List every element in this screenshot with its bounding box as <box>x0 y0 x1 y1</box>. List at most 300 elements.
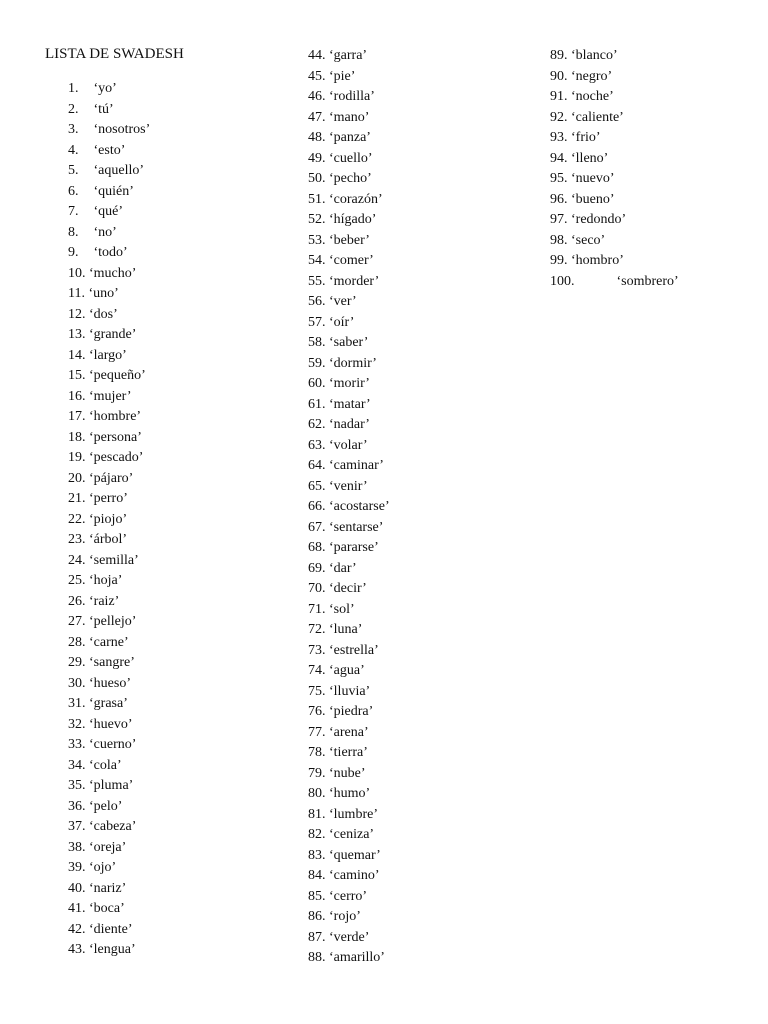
item-number: 54. <box>308 253 326 268</box>
item-word: ‘qué’ <box>93 204 124 219</box>
item-word: ‘luna’ <box>329 622 363 637</box>
item-word: ‘dos’ <box>89 306 118 322</box>
item-word: ‘corazón’ <box>329 191 383 207</box>
item-word: ‘noche’ <box>571 89 614 104</box>
list-item <box>308 723 390 744</box>
item-number: 22. <box>68 511 86 527</box>
item-number: 45. <box>308 68 326 84</box>
item-number: 43. <box>68 942 86 957</box>
item-word: ‘sangre’ <box>89 655 135 670</box>
item-word: ‘nuevo’ <box>571 171 615 186</box>
item-number: 58. <box>308 335 326 350</box>
item-word: ‘volar’ <box>329 437 368 453</box>
list-item <box>68 120 150 141</box>
list-item <box>550 87 679 108</box>
item-number: 66. <box>308 499 326 514</box>
list-item <box>308 251 390 272</box>
item-number: 69. <box>308 560 326 576</box>
list-item <box>68 182 150 203</box>
item-word: ‘dar’ <box>329 560 357 576</box>
item-number: 88. <box>308 950 326 965</box>
item-word: ‘humo’ <box>329 786 371 801</box>
item-word: ‘pecho’ <box>329 171 372 186</box>
list-item <box>308 682 390 703</box>
list-item <box>68 264 150 285</box>
item-number: 91. <box>550 89 568 104</box>
item-word: ‘pluma’ <box>89 778 134 793</box>
list-item <box>308 764 390 785</box>
list-item <box>308 784 390 805</box>
item-word: ‘pescado’ <box>89 450 144 465</box>
item-number: 18. <box>68 429 86 445</box>
item-number: 5. <box>68 163 79 178</box>
list-item <box>308 559 390 580</box>
item-word: ‘mano’ <box>329 109 370 125</box>
item-number: 78. <box>308 745 326 760</box>
list-item <box>308 928 390 949</box>
item-word: ‘largo’ <box>89 347 127 363</box>
item-number: 85. <box>308 888 326 904</box>
item-number: 95. <box>550 171 568 186</box>
item-word: ‘lumbre’ <box>329 806 378 822</box>
word-list-column-1 <box>68 79 150 961</box>
list-item <box>308 374 390 395</box>
item-word: ‘bueno’ <box>571 191 615 207</box>
item-word: ‘caliente’ <box>571 109 624 125</box>
item-number: 83. <box>308 847 326 863</box>
list-item <box>68 715 150 736</box>
item-word: ‘pararse’ <box>329 540 379 555</box>
item-number: 99. <box>550 253 568 268</box>
item-word: ‘pequeño’ <box>89 368 146 383</box>
list-item <box>308 846 390 867</box>
item-word: ‘no’ <box>93 224 117 240</box>
list-item <box>308 641 390 662</box>
list-item <box>68 920 150 941</box>
item-number: 86. <box>308 909 326 924</box>
item-word: ‘venir’ <box>329 478 368 494</box>
item-number: 23. <box>68 532 86 547</box>
list-item <box>308 538 390 559</box>
item-number: 17. <box>68 409 86 424</box>
item-word: ‘nadar’ <box>329 417 370 432</box>
item-word: ‘huevo’ <box>89 716 133 732</box>
list-item <box>68 653 150 674</box>
item-number: 64. <box>308 458 326 473</box>
list-item <box>308 907 390 928</box>
item-word: ‘ver’ <box>329 294 357 309</box>
item-number: 68. <box>308 540 326 555</box>
item-number: 46. <box>308 89 326 104</box>
item-number: 90. <box>550 68 568 84</box>
item-word: ‘yo’ <box>93 81 117 96</box>
item-word: ‘hoja’ <box>89 573 123 588</box>
list-item <box>68 79 150 100</box>
item-word: ‘dormir’ <box>329 355 377 371</box>
item-word: ‘redondo’ <box>571 212 627 227</box>
list-item <box>68 510 150 531</box>
item-word: ‘quemar’ <box>329 847 381 863</box>
list-item <box>68 592 150 613</box>
list-item <box>308 518 390 539</box>
item-word: ‘grasa’ <box>89 696 128 711</box>
item-number: 32. <box>68 716 86 732</box>
item-number: 53. <box>308 232 326 248</box>
list-item <box>308 436 390 457</box>
list-item <box>550 128 679 149</box>
item-word: ‘frio’ <box>571 130 601 145</box>
list-item <box>68 879 150 900</box>
item-number: 49. <box>308 150 326 166</box>
item-number: 50. <box>308 171 326 186</box>
list-item <box>308 661 390 682</box>
item-number: 57. <box>308 314 326 330</box>
list-item <box>308 272 390 293</box>
list-item <box>308 702 390 723</box>
item-number: 1. <box>68 81 79 96</box>
item-number: 15. <box>68 368 86 383</box>
item-word: ‘cerro’ <box>329 888 368 904</box>
item-word: ‘hombro’ <box>571 253 624 268</box>
page-title: LISTA DE SWADESH <box>45 46 184 62</box>
item-number: 40. <box>68 880 86 896</box>
list-item <box>308 67 390 88</box>
list-item <box>68 202 150 223</box>
word-list-column-2 <box>308 46 390 969</box>
list-item <box>308 292 390 313</box>
item-number: 94. <box>550 150 568 166</box>
item-number: 25. <box>68 573 86 588</box>
item-word: ‘grande’ <box>89 327 137 342</box>
list-item <box>68 243 150 264</box>
item-number: 6. <box>68 183 79 199</box>
item-word: ‘saber’ <box>329 335 369 350</box>
item-word: ‘beber’ <box>329 232 370 248</box>
list-item <box>308 313 390 334</box>
item-number: 65. <box>308 478 326 494</box>
item-word: ‘cabeza’ <box>89 819 137 834</box>
list-item <box>68 776 150 797</box>
item-number: 36. <box>68 798 86 814</box>
item-word: ‘nariz’ <box>89 880 127 896</box>
item-number: 81. <box>308 806 326 822</box>
list-item <box>550 67 679 88</box>
item-word: ‘lluvia’ <box>329 683 371 699</box>
list-item <box>308 825 390 846</box>
item-word: ‘pie’ <box>329 68 356 84</box>
list-item <box>68 469 150 490</box>
list-item <box>68 141 150 162</box>
list-item <box>68 838 150 859</box>
list-item <box>308 354 390 375</box>
item-number: 72. <box>308 622 326 637</box>
item-word: ‘diente’ <box>89 921 133 937</box>
item-number: 26. <box>68 593 86 609</box>
list-item <box>308 477 390 498</box>
item-number: 39. <box>68 860 86 875</box>
list-item <box>308 46 390 67</box>
item-number: 87. <box>308 929 326 945</box>
item-word: ‘caminar’ <box>329 458 384 473</box>
item-word: ‘agua’ <box>329 663 365 678</box>
item-number: 77. <box>308 724 326 740</box>
list-item <box>308 887 390 908</box>
item-word: ‘oreja’ <box>89 839 127 855</box>
item-number: 37. <box>68 819 86 834</box>
item-word: ‘piojo’ <box>89 511 128 527</box>
list-item <box>68 407 150 428</box>
list-item <box>68 346 150 367</box>
item-word: ‘panza’ <box>329 130 371 145</box>
list-item <box>68 223 150 244</box>
item-word: ‘cuello’ <box>329 150 373 166</box>
item-word: ‘cuerno’ <box>89 737 137 752</box>
item-word: ‘garra’ <box>329 48 368 63</box>
item-word: ‘arena’ <box>329 724 369 740</box>
item-word: ‘matar’ <box>329 396 371 412</box>
item-word: ‘comer’ <box>329 253 374 268</box>
list-item <box>68 694 150 715</box>
item-number: 33. <box>68 737 86 752</box>
item-word: ‘rojo’ <box>329 909 361 924</box>
item-number: 52. <box>308 212 326 227</box>
list-item <box>308 456 390 477</box>
item-word: ‘morir’ <box>329 376 370 391</box>
item-number: 60. <box>308 376 326 391</box>
item-number: 98. <box>550 232 568 248</box>
list-item <box>68 756 150 777</box>
item-word: ‘nosotros’ <box>93 122 151 137</box>
item-number: 73. <box>308 642 326 658</box>
item-number: 41. <box>68 901 86 916</box>
item-number: 59. <box>308 355 326 371</box>
list-item <box>550 190 679 211</box>
item-word: ‘verde’ <box>329 929 370 945</box>
item-word: ‘uno’ <box>88 286 119 301</box>
list-item <box>68 284 150 305</box>
item-number: 28. <box>68 634 86 650</box>
item-number: 47. <box>308 109 326 125</box>
item-word: ‘estrella’ <box>329 642 379 658</box>
item-word: ‘hueso’ <box>89 675 131 691</box>
list-item <box>308 190 390 211</box>
item-word: ‘lleno’ <box>571 150 609 166</box>
list-item <box>308 395 390 416</box>
item-number: 31. <box>68 696 86 711</box>
list-item <box>308 866 390 887</box>
item-number: 74. <box>308 663 326 678</box>
list-item <box>68 161 150 182</box>
item-number: 21. <box>68 491 86 506</box>
item-word: ‘todo’ <box>93 245 128 260</box>
list-item <box>68 448 150 469</box>
list-item <box>68 940 150 961</box>
list-item <box>550 46 679 67</box>
item-number: 9. <box>68 245 79 260</box>
item-word: ‘quién’ <box>93 183 134 199</box>
item-word: ‘oír’ <box>329 314 355 330</box>
item-number: 63. <box>308 437 326 453</box>
item-number: 27. <box>68 614 86 629</box>
item-word: ‘perro’ <box>89 491 128 506</box>
list-item <box>308 108 390 129</box>
item-number: 70. <box>308 581 326 596</box>
list-item <box>550 251 679 272</box>
list-item <box>68 612 150 633</box>
item-number: 96. <box>550 191 568 207</box>
list-item <box>308 600 390 621</box>
list-item <box>68 100 150 121</box>
item-number: 92. <box>550 109 568 125</box>
item-word: ‘lengua’ <box>89 942 136 957</box>
item-number: 67. <box>308 519 326 535</box>
item-number: 44. <box>308 48 326 63</box>
item-word: ‘sol’ <box>329 601 355 617</box>
list-item <box>68 325 150 346</box>
item-word: ‘seco’ <box>571 232 606 248</box>
item-word: ‘pellejo’ <box>89 614 137 629</box>
list-item <box>308 87 390 108</box>
item-number: 80. <box>308 786 326 801</box>
item-word: ‘piedra’ <box>329 704 374 719</box>
item-word: ‘sombrero’ <box>616 273 679 289</box>
item-word: ‘acostarse’ <box>329 499 390 514</box>
item-word: ‘nube’ <box>329 765 366 781</box>
item-number: 93. <box>550 130 568 145</box>
item-word: ‘cola’ <box>89 757 122 773</box>
list-item <box>550 169 679 190</box>
list-item <box>68 674 150 695</box>
list-item <box>68 530 150 551</box>
item-number: 51. <box>308 191 326 207</box>
item-number: 16. <box>68 388 86 404</box>
list-item <box>68 489 150 510</box>
item-number: 55. <box>308 273 326 289</box>
item-number: 30. <box>68 675 86 691</box>
list-item <box>550 272 679 293</box>
item-word: ‘pelo’ <box>89 798 123 814</box>
item-number: 35. <box>68 778 86 793</box>
item-number: 11. <box>68 286 85 301</box>
item-word: ‘árbol’ <box>89 532 128 547</box>
item-word: ‘rodilla’ <box>329 89 375 104</box>
item-word: ‘morder’ <box>329 273 380 289</box>
list-item <box>308 497 390 518</box>
list-item <box>68 735 150 756</box>
word-list-column-3 <box>550 46 679 292</box>
item-number: 7. <box>68 204 79 219</box>
item-number: 8. <box>68 224 79 240</box>
item-number: 24. <box>68 552 86 568</box>
list-item <box>68 858 150 879</box>
item-word: ‘tú’ <box>93 101 114 117</box>
list-item <box>68 571 150 592</box>
item-word: ‘mujer’ <box>89 388 132 404</box>
item-number: 12. <box>68 306 86 322</box>
item-word: ‘esto’ <box>93 142 126 158</box>
list-item <box>308 579 390 600</box>
item-number: 100. <box>550 273 575 289</box>
item-word: ‘blanco’ <box>571 48 618 63</box>
item-word: ‘raiz’ <box>89 593 120 609</box>
item-word: ‘boca’ <box>89 901 125 916</box>
item-number: 62. <box>308 417 326 432</box>
item-word: ‘pájaro’ <box>89 470 134 486</box>
item-number: 2. <box>68 101 79 117</box>
item-word: ‘decir’ <box>329 581 367 596</box>
item-word: ‘tierra’ <box>329 745 368 760</box>
item-number: 3. <box>68 122 79 137</box>
item-word: ‘ceniza’ <box>329 827 375 842</box>
item-number: 14. <box>68 347 86 363</box>
item-word: ‘semilla’ <box>89 552 139 568</box>
item-number: 29. <box>68 655 86 670</box>
item-number: 10. <box>68 265 86 281</box>
list-item <box>68 428 150 449</box>
list-item <box>308 948 390 969</box>
list-item <box>68 817 150 838</box>
list-item <box>68 366 150 387</box>
item-number: 13. <box>68 327 86 342</box>
item-word: ‘camino’ <box>329 868 380 883</box>
list-item <box>308 743 390 764</box>
item-number: 71. <box>308 601 326 617</box>
item-word: ‘amarillo’ <box>329 950 385 965</box>
item-number: 34. <box>68 757 86 773</box>
list-item <box>68 633 150 654</box>
item-number: 79. <box>308 765 326 781</box>
list-item <box>68 305 150 326</box>
list-item <box>308 210 390 231</box>
item-number: 19. <box>68 450 86 465</box>
item-number: 89. <box>550 48 568 63</box>
list-item <box>68 797 150 818</box>
list-item <box>308 805 390 826</box>
item-word: ‘ojo’ <box>89 860 117 875</box>
list-item <box>550 149 679 170</box>
list-item <box>308 149 390 170</box>
list-item <box>68 899 150 920</box>
item-number: 82. <box>308 827 326 842</box>
item-number: 76. <box>308 704 326 719</box>
list-item <box>308 169 390 190</box>
item-word: ‘sentarse’ <box>329 519 384 535</box>
list-item <box>308 128 390 149</box>
item-word: ‘persona’ <box>89 429 142 445</box>
item-word: ‘mucho’ <box>89 265 137 281</box>
item-number: 61. <box>308 396 326 412</box>
list-item <box>308 333 390 354</box>
item-number: 75. <box>308 683 326 699</box>
list-item <box>550 231 679 252</box>
item-number: 4. <box>68 142 79 158</box>
item-number: 38. <box>68 839 86 855</box>
list-item <box>68 387 150 408</box>
item-number: 48. <box>308 130 326 145</box>
item-number: 20. <box>68 470 86 486</box>
item-word: ‘negro’ <box>571 68 613 84</box>
item-word: ‘carne’ <box>89 634 129 650</box>
list-item <box>308 620 390 641</box>
list-item <box>308 415 390 436</box>
item-word: ‘aquello’ <box>93 163 145 178</box>
item-number: 42. <box>68 921 86 937</box>
list-item <box>550 108 679 129</box>
list-item <box>68 551 150 572</box>
item-word: ‘hombre’ <box>89 409 142 424</box>
item-word: ‘hígado’ <box>329 212 377 227</box>
list-item <box>550 210 679 231</box>
